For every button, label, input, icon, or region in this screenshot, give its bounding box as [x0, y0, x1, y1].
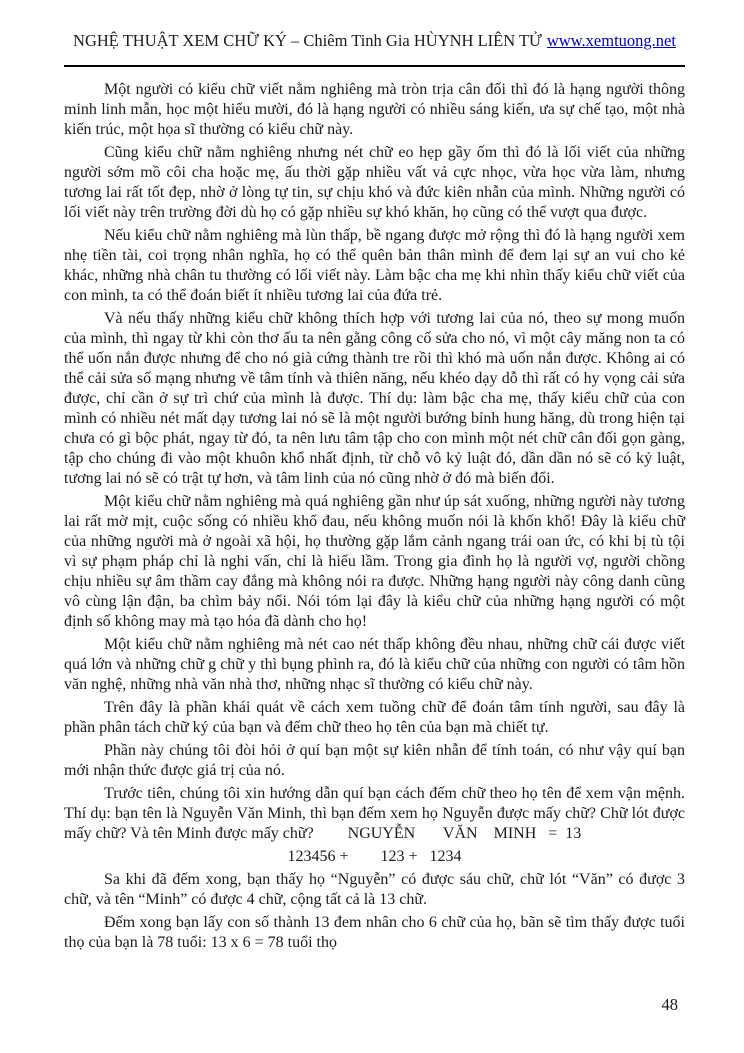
letter-count-digits: 123456 + 123 + 1234	[287, 848, 462, 865]
paragraph-7: Trên đây là phần khái quát về cách xem tuồng chữ để đoán tâm tính người, sau đây là phần phân tách chữ ký của bạn và đếm chữ theo họ tên của bạn mà chiết tự.	[64, 699, 685, 736]
paragraph-6: Một kiểu chữ nằm nghiêng mà nét cao nét thấp không đều nhau, những chữ cái được viết quá lớn và những chữ g chữ y thì bụng phình ra, đó là kiểu chữ của những con người có tâm hồn văn nghệ, những nhà văn nhà thơ, những nhạc sĩ thường có kiểu chữ này.	[64, 636, 685, 693]
header-website-link[interactable]: www.xemtuong.net	[546, 31, 676, 50]
header-title: NGHỆ THUẬT XEM CHỮ KÝ – Chiêm Tinh Gia HÙYNH LIÊN TỬ	[73, 31, 542, 50]
paragraph-11: Đếm xong bạn lấy con số thành 13 đem nhân cho 6 chữ của họ, bãn sẽ tìm thấy được tuổi thọ của bạn là 78 tuổi: 13 x 6 = 78 tuổi thọ	[64, 914, 685, 951]
paragraph-9	[64, 784, 685, 844]
page-number: 48	[661, 995, 678, 1014]
paragraph-5: Một kiểu chữ nằm nghiêng mà quá nghiêng gần như úp sát xuống, những người này tương lai rất mờ mịt, cuộc sống có nhiều khổ đau, nếu không muốn nói là khốn khổ! Đây là kiểu chữ của những người mà ở ngoài xã hội, họ thường gặp lắm cảnh ngang trái oan ức, có khi bị tù tội vì sự phạm pháp chỉ là nghi vấn, chỉ là hiểu lầm. Trong gia đình họ là người vợ, người chồng chịu nhiều sự âm thầm cay đắng mà không nói ra được. Những hạng người này công danh cũng vô cùng lận đận, ba chìm bảy nổi. Nói tóm lại đây là kiểu chữ của những hạng người có một định số không may mà tạo hóa đã dành cho họ!	[64, 493, 685, 630]
name-letter-count: NGUYỄN VĂN MINH = 13	[347, 825, 582, 842]
page-header	[64, 30, 685, 67]
paragraph-4: Và nếu thấy những kiểu chữ không thích hợp với tương lai của nó, theo sự mong muốn của mình, thì ngay từ khi còn thơ ấu ta nên gằng công cố sửa cho nó, vì một cây măng non ta có thể uốn nắn được nhưng để cho nó già cứng thành tre rồi thì khó mà uốn nắn được. Không ai có thể cải sửa số mạng nhưng về tâm tính và thiên năng, nếu khéo dạy dỗ thì rất có hy vọng cải sửa được, chỉ cần ở sự trì chứ của mình là được. Thí dụ: làm bậc cha mẹ, thấy kiểu chữ của con mình có nhiều nét mất dạy tương lai nó sẽ là một người bướng bỉnh hung hăng, dù trong hiện tại chưa có gì bộc phát, ngay từ đó, ta nên lưu tâm tập cho con mình một nét chữ cân đối gọn gàng, tập cho chúng đi vào một khuôn khổ nhất định, từ chỗ vô kỷ luật đó, dần dần nó sẽ có kỷ luật, tương lai nó sẽ có trật tự hơn, và tâm linh của nó cũng nhờ ở đó mà biến đổi.	[64, 310, 685, 487]
paragraph-1: Một người có kiểu chữ viết nằm nghiêng mà tròn trịa cân đối thì đó là hạng người thông minh linh mẫn, học một hiểu mười, đó là hạng người có nhiều sáng kiến, ưa sự chế tạo, một nhà kiến trúc, một họa sĩ thường có kiểu chữ này.	[64, 81, 685, 138]
paragraph-8: Phần này chúng tôi đòi hỏi ở quí bạn một sự kiên nhẫn để tính toán, có như vậy quí bạn mới nhận thức được giá trị của nó.	[64, 742, 685, 779]
page-body	[64, 80, 685, 953]
header-title-line	[64, 30, 685, 52]
paragraph-9-text: Trước tiên, chúng tôi xin hướng dẫn quí bạn cách đếm chữ theo họ tên để xem vận mệnh. Thí dụ: bạn tên là Nguyễn Văn Minh, thì bạn đếm xem họ Nguyễn được mấy chữ? Chữ lót được mấy chữ? Và tên Minh được mấy chữ?	[64, 785, 685, 842]
header-divider	[64, 65, 685, 67]
paragraph-2: Cũng kiểu chữ nằm nghiêng nhưng nét chữ eo hẹp gầy ốm thì đó là lối viết của những người sớm mồ côi cha hoặc mẹ, ấu thời gặp nhiều vất vả cực nhọc, vừa học vừa làm, nhưng tương lai rất tốt đẹp, nhờ ở lòng tự tin, sự chịu khó và đức kiên nhẫn của mình. Những người có lối viết này trên trường đời dù họ có gặp nhiều sự khó khăn, họ cũng có thể vượt qua được.	[64, 144, 685, 221]
paragraph-3: Nếu kiểu chữ nằm nghiêng mà lùn thấp, bề ngang được mở rộng thì đó là hạng người xem nhẹ tiền tài, coi trọng nhân nghĩa, họ có thể quên bản thân mình để đem lại sự an vui cho kẻ khác, những nhà chân tu thường có lối viết này. Làm bậc cha mẹ khi nhìn thấy kiểu chữ viết của con mình, ta có thể đoán biết ít nhiều tương lai của đứa trẻ.	[64, 227, 685, 304]
paragraph-10: Sa khi đã đếm xong, bạn thấy họ “Nguyễn” có được sáu chữ, chữ lót “Văn” có được 3 chữ, và tên “Minh” có được 4 chữ, cộng tất cả là 13 chữ.	[64, 871, 685, 908]
